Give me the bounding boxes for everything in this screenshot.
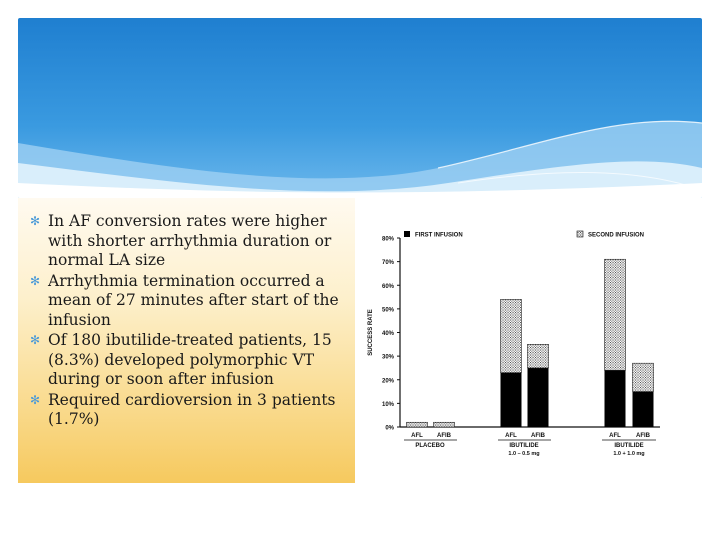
- bar-second-infusion: [501, 299, 522, 372]
- slide-header-decoration: [18, 18, 702, 198]
- legend-swatch-first-infusion: [404, 231, 410, 237]
- bar-second-infusion: [434, 422, 455, 427]
- legend-label-first-infusion: FIRST INFUSION: [415, 232, 463, 239]
- y-tick-label: 60%: [381, 283, 394, 290]
- asterisk-bullet-icon: ✻: [30, 214, 41, 228]
- x-category-label: AFIB: [636, 433, 650, 439]
- x-category-label: AFIB: [437, 433, 451, 439]
- bullet-text: Of 180 ibutilide-treated patients, 15 (8.3%) developed polymorphic VT during or soon after infusion: [48, 331, 332, 388]
- group-label: PLACEBO: [415, 443, 445, 449]
- bullet-item: [30, 212, 345, 271]
- bullet-text: In AF conversion rates were higher with shorter arrhythmia duration or normal LA size: [48, 212, 332, 269]
- y-tick-label: 40%: [381, 331, 394, 337]
- bullet-text: Arrhythmia termination occurred a mean of 27 minutes after start of the infusion: [48, 271, 339, 329]
- legend-swatch-second-infusion: [577, 231, 583, 237]
- x-category-label: AFIB: [531, 433, 545, 439]
- group-label: IBUTILIDE: [614, 443, 644, 449]
- bullet-list: [18, 198, 355, 430]
- asterisk-bullet-icon: ✻: [30, 392, 41, 407]
- asterisk-bullet-icon: ✻: [30, 273, 41, 288]
- group-sublabel: 1.0 – 0.5 mg: [508, 451, 540, 457]
- bar-second-infusion: [633, 363, 654, 391]
- x-category-label: AFL: [505, 433, 517, 439]
- asterisk-bullet-icon: ✻: [30, 333, 41, 347]
- bar-second-infusion: [407, 422, 428, 427]
- bullet-item: [30, 331, 345, 390]
- bar-second-infusion: [528, 344, 549, 368]
- bullet-panel: [18, 198, 355, 483]
- y-tick-label: 30%: [381, 354, 394, 361]
- bullet-item: [30, 272, 345, 331]
- y-tick-label: 80%: [381, 236, 394, 243]
- bar-first-infusion: [528, 368, 549, 427]
- bar-first-infusion: [501, 373, 522, 427]
- bar-first-infusion: [633, 392, 654, 427]
- group-label: IBUTILIDE: [509, 443, 539, 449]
- y-tick-label: 50%: [381, 307, 394, 314]
- y-tick-label: 0%: [385, 425, 394, 432]
- bullet-item: [30, 391, 345, 430]
- x-category-label: AFL: [411, 433, 423, 439]
- legend-label-second-infusion: SECOND INFUSION: [588, 232, 645, 239]
- y-axis-title: SUCCESS RATE: [368, 309, 374, 356]
- bar-second-infusion: [605, 259, 626, 370]
- chart-canvas: [360, 222, 680, 472]
- group-sublabel: 1.0 + 1.0 mg: [613, 451, 645, 457]
- y-tick-label: 10%: [381, 401, 394, 408]
- x-category-label: AFL: [609, 433, 621, 439]
- y-tick-label: 70%: [381, 260, 394, 267]
- bullet-text: Required cardioversion in 3 patients (1.7%): [48, 390, 336, 428]
- bar-first-infusion: [605, 370, 626, 427]
- y-tick-label: 20%: [381, 378, 394, 385]
- success-rate-chart: [360, 222, 680, 472]
